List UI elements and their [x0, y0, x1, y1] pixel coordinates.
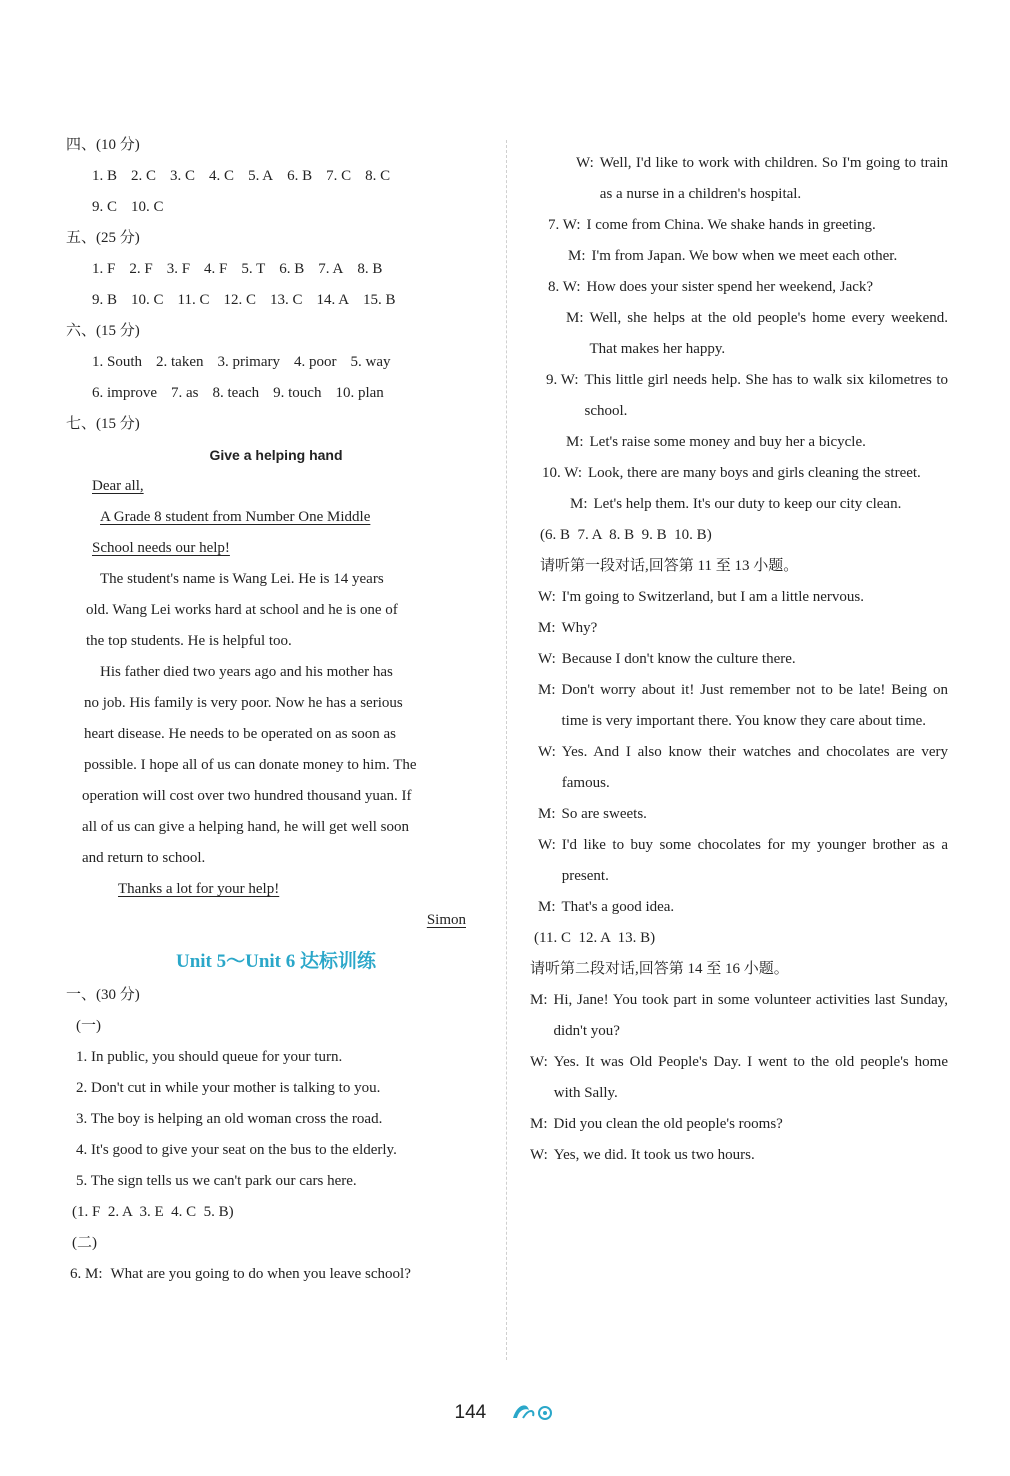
answer: 1. South — [92, 354, 143, 370]
listening-sentence: 3. The boy is helping an old woman cross the road. — [76, 1111, 383, 1127]
leaf-swirl-icon — [509, 1398, 555, 1428]
speaker: 6. M: — [70, 1266, 103, 1282]
utterance: I'm from Japan. We bow when we meet each other. — [591, 248, 898, 264]
answers-11-13: (11. C 12. A 13. B) — [534, 930, 656, 946]
answer: 7. C — [326, 168, 352, 184]
dialogue-line — [66, 1259, 486, 1290]
dialogue-line — [528, 582, 948, 613]
utterance: Look, there are many boys and girls cleaning the street. — [588, 465, 921, 481]
utterance: This little girl needs help. She has to walk six kilometres to school. — [584, 372, 948, 419]
section-1-heading: 一、(30 分) — [66, 987, 140, 1003]
essay-line: heart disease. He needs to be operated on as soon as — [84, 726, 396, 742]
instruction-1: 请听第一段对话,回答第 11 至 13 小题。 — [540, 558, 799, 574]
dialogue-line — [528, 489, 948, 520]
utterance: Yes, we did. It took us two hours. — [553, 1147, 755, 1163]
essay-line: the top students. He is helpful too. — [86, 633, 292, 649]
speaker: W: — [530, 1147, 548, 1163]
answer: 11. C — [177, 292, 210, 308]
dialogue-line — [528, 830, 948, 892]
answer: 9. touch — [273, 385, 322, 401]
essay-line: old. Wang Lei works hard at school and he is one of — [86, 602, 398, 618]
answer: 13. C — [270, 292, 303, 308]
dialogue-line — [528, 737, 948, 799]
answer: 5. way — [350, 354, 391, 370]
speaker: W: — [538, 651, 556, 667]
speaker: M: — [538, 899, 556, 915]
answer: 2. C — [131, 168, 157, 184]
essay-greeting: Dear all, — [92, 478, 144, 494]
column-divider — [506, 140, 507, 1360]
speaker: M: — [530, 992, 548, 1008]
answer: 5. T — [241, 261, 266, 277]
answer: 15. B — [363, 292, 396, 308]
section-6-answers-row-2 — [66, 378, 486, 409]
utterance: Because I don't know the culture there. — [561, 651, 796, 667]
utterance: That's a good idea. — [561, 899, 675, 915]
answer: 3. F — [166, 261, 191, 277]
page-number: 144 — [454, 1402, 487, 1424]
dialogue-1 — [528, 582, 948, 923]
dialogue-line — [528, 210, 948, 241]
answer: 1. B — [92, 168, 118, 184]
unit-title: Unit 5～Unit 6 达标训练 — [175, 951, 377, 972]
essay-line: no job. His family is very poor. Now he has a serious — [84, 695, 403, 711]
utterance: Hi, Jane! You took part in some volunteer activities last Sunday, didn't you? — [553, 992, 948, 1039]
answer: 12. C — [223, 292, 256, 308]
speaker: M: — [538, 682, 556, 698]
answer: 10. plan — [335, 385, 384, 401]
speaker: 8. W: — [548, 279, 581, 295]
answer: 8. C — [365, 168, 391, 184]
listening-sentence: 2. Don't cut in while your mother is talking to you. — [76, 1080, 381, 1096]
left-column — [66, 130, 486, 1290]
speaker: 10. W: — [542, 465, 582, 481]
section-6-heading: 六、(15 分) — [66, 323, 140, 339]
speaker: W: — [538, 744, 556, 760]
utterance: How does your sister spend her weekend, Jack? — [586, 279, 874, 295]
speaker: W: — [530, 1054, 548, 1070]
essay-line: possible. I hope all of us can donate money to him. The — [84, 757, 417, 773]
section-5-answers-row-1 — [66, 254, 486, 285]
utterance: Yes. It was Old People's Day. I went to the old people's home with Sally. — [553, 1054, 948, 1101]
utterance: Don't worry about it! Just remember not to be late! Being on time is very important there. You know they care about time. — [561, 682, 948, 729]
answer: 10. C — [131, 292, 164, 308]
answer: 8. B — [357, 261, 383, 277]
answer: 4. F — [204, 261, 228, 277]
utterance: I come from China. We shake hands in greeting. — [586, 217, 876, 233]
listening-sentence: 1. In public, you should queue for your turn. — [76, 1049, 343, 1065]
speaker: 7. W: — [548, 217, 581, 233]
answer: 4. poor — [293, 354, 337, 370]
dialogue-line — [528, 985, 948, 1047]
answer: 5. A — [248, 168, 274, 184]
answer: 2. F — [129, 261, 153, 277]
essay-line: all of us can give a helping hand, he will get well soon — [82, 819, 410, 835]
subsection-1-label: (一) — [76, 1018, 101, 1034]
section-7-heading: 七、(15 分) — [66, 416, 140, 432]
utterance: What are you going to do when you leave school? — [110, 1266, 411, 1282]
dialogue-line — [528, 613, 948, 644]
utterance: Yes. And I also know their watches and chocolates are very famous. — [561, 744, 948, 791]
dialogue-line — [528, 272, 948, 303]
dialogue-line — [528, 1109, 948, 1140]
answer: 10. C — [131, 199, 164, 215]
answer: 9. C — [92, 199, 118, 215]
dialogue-line — [528, 892, 948, 923]
dialogue-line — [528, 1140, 948, 1171]
page-footer — [0, 1398, 1010, 1428]
answer: 7. as — [171, 385, 199, 401]
answer: 4. C — [209, 168, 235, 184]
utterance: Well, I'd like to work with children. So I'm going to train as a nurse in a children's hospital. — [599, 155, 948, 202]
section-5-answers-row-2 — [66, 285, 486, 316]
essay-line: operation will cost over two hundred thousand yuan. If — [82, 788, 412, 804]
utterance: Why? — [561, 620, 598, 636]
speaker: W: — [538, 589, 556, 605]
dialogue-line — [528, 458, 948, 489]
dialogue-line — [528, 799, 948, 830]
essay-para1-line2: School needs our help! — [92, 540, 230, 556]
utterance: So are sweets. — [561, 806, 647, 822]
essay-line: His father died two years ago and his mother has — [100, 664, 393, 680]
answers-1-5: (1. F 2. A 3. E 4. C 5. B) — [72, 1204, 234, 1220]
answer: 8. teach — [212, 385, 260, 401]
dialogue-line — [528, 675, 948, 737]
speaker: M: — [530, 1116, 548, 1132]
dialogue-line — [528, 303, 948, 365]
answer: 6. B — [279, 261, 305, 277]
utterance: I'd like to buy some chocolates for my younger brother as a present. — [561, 837, 948, 884]
utterance: Well, she helps at the old people's home every weekend. That makes her happy. — [589, 310, 948, 357]
listening-sentence: 4. It's good to give your seat on the bus to the elderly. — [76, 1142, 397, 1158]
dialogue-line — [528, 644, 948, 675]
utterance: Did you clean the old people's rooms? — [553, 1116, 783, 1132]
dialogue-line — [528, 365, 948, 427]
section-4-answers-row-2 — [66, 192, 486, 223]
answer: 1. F — [92, 261, 116, 277]
dialogue-line — [528, 148, 948, 210]
utterance: I'm going to Switzerland, but I am a little nervous. — [561, 589, 865, 605]
answer: 7. A — [318, 261, 344, 277]
essay-title: Give a helping hand — [209, 447, 343, 463]
utterance: Let's raise some money and buy her a bicycle. — [589, 434, 866, 450]
answer: 6. improve — [92, 385, 157, 401]
answer: 3. primary — [217, 354, 280, 370]
instruction-2: 请听第二段对话,回答第 14 至 16 小题。 — [530, 961, 789, 977]
essay-thanks: Thanks a lot for your help! — [118, 881, 280, 897]
essay-para1-line1: A Grade 8 student from Number One Middle — [100, 509, 371, 525]
section-4-heading: 四、(10 分) — [66, 137, 140, 153]
speaker: 9. W: — [546, 372, 579, 388]
listening-sentence: 5. The sign tells us we can't park our cars here. — [76, 1173, 357, 1189]
speaker: W: — [576, 155, 594, 171]
section-4-answers-row-1 — [66, 161, 486, 192]
speaker: M: — [566, 310, 584, 326]
section-6-answers-row-1 — [66, 347, 486, 378]
dialogue-line — [528, 1047, 948, 1109]
dialogue-2 — [528, 985, 948, 1171]
answers-6-10: (6. B 7. A 8. B 9. B 10. B) — [540, 527, 712, 543]
speaker: M: — [570, 496, 588, 512]
essay-signature: Simon — [426, 912, 466, 928]
essay-line: The student's name is Wang Lei. He is 14 years — [100, 571, 384, 587]
utterance: Let's help them. It's our duty to keep our city clean. — [593, 496, 902, 512]
speaker: W: — [538, 837, 556, 853]
speaker: M: — [538, 806, 556, 822]
dialogue-line — [528, 427, 948, 458]
essay-line: and return to school. — [82, 850, 206, 866]
speaker: M: — [538, 620, 556, 636]
answer: 2. taken — [156, 354, 204, 370]
subsection-2-label: (二) — [72, 1235, 97, 1251]
answer: 6. B — [287, 168, 313, 184]
answer: 9. B — [92, 292, 118, 308]
answer: 3. C — [170, 168, 196, 184]
section-5-heading: 五、(25 分) — [66, 230, 140, 246]
answer: 14. A — [316, 292, 350, 308]
speaker: M: — [568, 248, 586, 264]
dialogue-line — [528, 241, 948, 272]
right-column — [528, 148, 948, 1171]
speaker: M: — [566, 434, 584, 450]
